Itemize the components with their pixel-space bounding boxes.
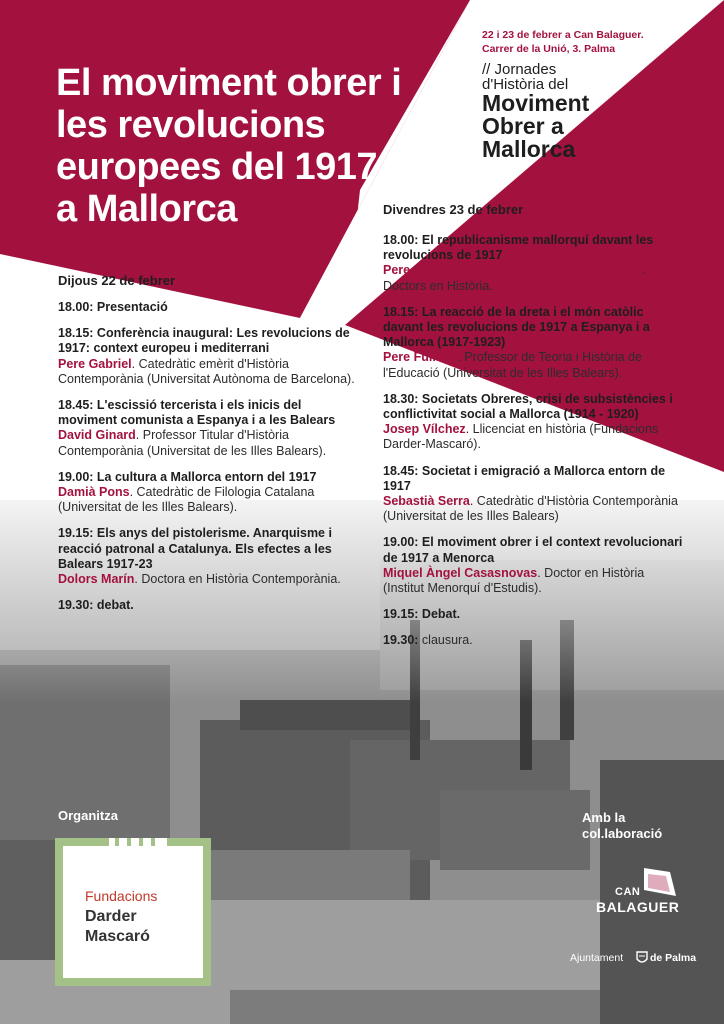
- item-title: 19.15: Els anys del pistolerisme. Anarquisme i reacció patronal a Catalunya. Els efectes a les Balears 1917-23: [58, 526, 332, 571]
- fundacions-logo: [55, 838, 211, 986]
- item-title: 18.00: Presentació: [58, 300, 168, 314]
- speaker-desc: . Professor de Teoria i Història de l'Educació (Universitat de les Illes Balears).: [383, 350, 642, 380]
- program-item: [58, 326, 358, 387]
- closing-text: clausura.: [418, 633, 473, 648]
- logo-line: Darder: [85, 908, 137, 925]
- venue-line: 22 i 23 de febrer a Can Balaguer.: [482, 29, 644, 41]
- program-item: [383, 607, 683, 622]
- speaker-name: Damià Pons: [58, 485, 130, 500]
- closing-time: 19.30:: [383, 633, 419, 648]
- speaker-desc: . Doctors en Història.: [383, 263, 646, 293]
- item-title: 18.30: Societats Obreres, crisi de subsistències i conflictivitat social a Mallorca (1914 - 1920): [383, 391, 673, 422]
- item-title: 18.45: Societat i emigració a Mallorca entorn de 1917: [383, 463, 666, 493]
- item-title: 19.00: La cultura a Mallorca entorn del 1917: [58, 469, 317, 484]
- logo-line: BALAGUER: [596, 899, 680, 915]
- speaker-name: Pere Josep Garcia Munar-Catalina Martorell: [383, 263, 643, 278]
- speaker-desc: . Llicenciat en història (Fundacions Darder-Mascaró).: [383, 422, 659, 452]
- program-item: [383, 305, 683, 381]
- day2-heading: Divendres 23 de febrer: [383, 202, 524, 217]
- item-title: 19.30: debat.: [58, 598, 134, 613]
- logo-line: Mascaró: [85, 928, 150, 945]
- day1-heading: Dijous 22 de febrer: [58, 273, 176, 288]
- can-balaguer-icon: [640, 866, 680, 900]
- item-title: 18.15: La reacció de la dreta i el món catòlic davant les revolucions de 1917 a Espanya i a Mallorca (1917-1923): [383, 304, 650, 350]
- logo-stripes: [109, 838, 167, 846]
- speaker-name: Sebastià Serra: [383, 494, 470, 509]
- speaker-desc: . Doctora en Història Contemporània.: [134, 572, 341, 587]
- item-title: 18.45: L'escissió tercerista i els inicis del moviment comunista a Espanya i a les Balears: [58, 398, 336, 428]
- speaker-desc: . Catedràtic de Filologia Catalana (Universitat de les Illes Balears).: [58, 485, 315, 515]
- item-title: 18.15: Conferència inaugural: Les revolucions de 1917: context europeu i mediterrani: [58, 326, 350, 356]
- item-title: 19.15: Debat.: [383, 607, 461, 622]
- speaker-name: Dolors Marín: [58, 572, 135, 587]
- series-big-line: Mallorca: [482, 136, 576, 162]
- venue-info: [482, 28, 712, 56]
- logo-line: CAN: [615, 886, 641, 898]
- program-item: [383, 233, 683, 294]
- program-item: [383, 464, 683, 525]
- ajuntament-logo: [570, 950, 710, 968]
- speaker-desc: . Catedràtic emèrit d'Història Contemporània (Universitat Autònoma de Barcelona).: [58, 356, 355, 386]
- title-line: europees del 1917: [56, 146, 378, 188]
- title-line: les revolucions: [56, 104, 326, 146]
- organiza-label: Organitza: [58, 808, 118, 823]
- program-item: [58, 300, 358, 315]
- program-item: [383, 392, 683, 453]
- title-line: a Mallorca: [56, 188, 237, 230]
- program-item: [58, 526, 358, 587]
- program-item: [383, 535, 683, 596]
- speaker-name: Josep Vílchez: [383, 422, 466, 437]
- speaker-desc: . Professor Titular d'Història Contemporània (Universitat de les Illes Balears).: [58, 428, 327, 458]
- item-title: 19.00: El moviment obrer i el context revolucionari de 1917 a Menorca: [383, 535, 683, 565]
- logo-line: de Palma: [650, 952, 697, 964]
- program-item-closing: [383, 633, 683, 648]
- collab-label: Amb la col.laboració: [582, 810, 663, 841]
- program-item: [58, 598, 358, 613]
- series-big-line: Moviment: [482, 90, 590, 116]
- series-small-line: // Jornades: [482, 61, 557, 78]
- speaker-name: David Ginard: [58, 428, 136, 443]
- speaker-name: Pere Gabriel: [58, 356, 132, 371]
- page-title: [56, 62, 416, 230]
- speaker-name: Pere Fullana: [383, 350, 458, 365]
- day2-program: [383, 233, 683, 660]
- program-item: [58, 398, 358, 459]
- speaker-desc: . Catedràtic d'Història Contemporània (Universitat de les Illes Balears): [383, 494, 678, 524]
- program-item: [58, 470, 358, 516]
- logo-line: Fundacions: [85, 888, 158, 904]
- speaker-name: Miquel Àngel Casasnovas: [383, 565, 538, 580]
- series-logo: [482, 62, 712, 161]
- series-small-line: d'Història del: [482, 76, 569, 93]
- title-line: El moviment obrer i: [56, 62, 402, 104]
- venue-line: Carrer de la Unió, 3. Palma: [482, 43, 616, 55]
- item-title: 18.00: El republicanisme mallorquí davant les revolucions de 1917: [383, 233, 654, 263]
- day1-program: [58, 300, 358, 624]
- palma-crest-icon: [636, 951, 648, 965]
- series-big-line: Obrer a: [482, 113, 564, 139]
- can-balaguer-logo: [596, 866, 686, 926]
- logo-line: Ajuntament: [570, 952, 624, 964]
- speaker-desc: . Doctor en Història (Institut Menorquí d'Estudis).: [383, 565, 645, 596]
